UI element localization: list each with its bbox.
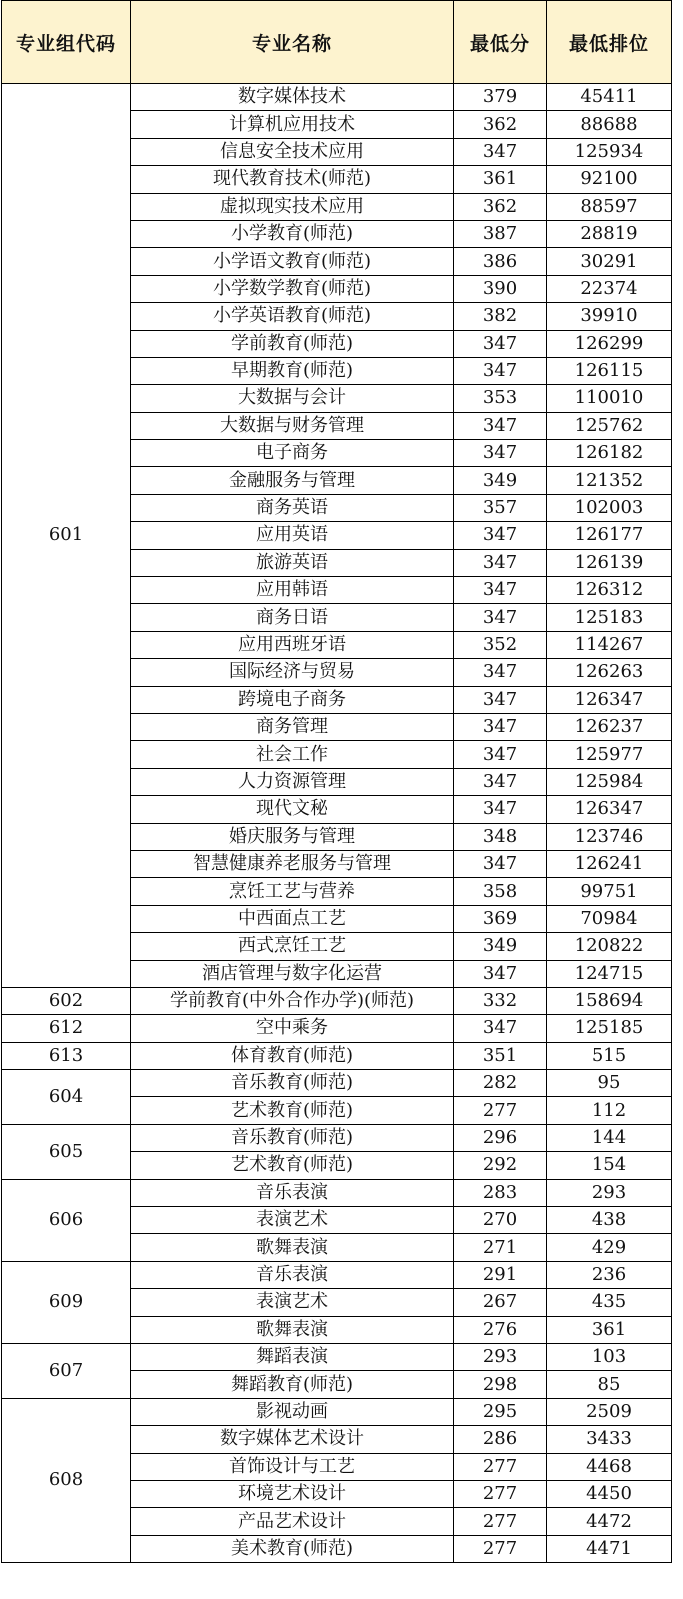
major-name-cell: 电子商务 bbox=[131, 440, 454, 467]
major-name-cell: 音乐教育(师范) bbox=[131, 1070, 454, 1097]
table-row bbox=[2, 1015, 672, 1042]
min-score-cell: 347 bbox=[454, 960, 547, 987]
major-name-cell: 应用西班牙语 bbox=[131, 631, 454, 658]
major-name-cell: 小学数学教育(师范) bbox=[131, 275, 454, 302]
min-score-cell: 276 bbox=[454, 1316, 547, 1343]
min-rank-cell: 4471 bbox=[547, 1535, 672, 1562]
min-rank-cell: 95 bbox=[547, 1070, 672, 1097]
min-score-cell: 347 bbox=[454, 768, 547, 795]
major-name-cell: 人力资源管理 bbox=[131, 768, 454, 795]
table-row bbox=[2, 1343, 672, 1370]
table-row bbox=[2, 1398, 672, 1425]
min-rank-cell: 2509 bbox=[547, 1398, 672, 1425]
major-name-cell: 艺术教育(师范) bbox=[131, 1097, 454, 1124]
major-name-cell: 学前教育(师范) bbox=[131, 330, 454, 357]
min-rank-cell: 121352 bbox=[547, 467, 672, 494]
major-name-cell: 商务日语 bbox=[131, 604, 454, 631]
min-rank-cell: 125934 bbox=[547, 138, 672, 165]
min-rank-cell: 293 bbox=[547, 1179, 672, 1206]
min-rank-cell: 30291 bbox=[547, 248, 672, 275]
major-name-cell: 大数据与财务管理 bbox=[131, 412, 454, 439]
min-score-cell: 271 bbox=[454, 1234, 547, 1261]
min-score-cell: 347 bbox=[454, 850, 547, 877]
min-rank-cell: 110010 bbox=[547, 385, 672, 412]
min-score-cell: 362 bbox=[454, 111, 547, 138]
min-rank-cell: 120822 bbox=[547, 933, 672, 960]
min-score-cell: 349 bbox=[454, 467, 547, 494]
min-rank-cell: 4468 bbox=[547, 1453, 672, 1480]
min-rank-cell: 39910 bbox=[547, 303, 672, 330]
group-code-cell: 606 bbox=[2, 1179, 131, 1261]
min-score-cell: 347 bbox=[454, 440, 547, 467]
min-score-cell: 270 bbox=[454, 1207, 547, 1234]
header-major-name: 专业名称 bbox=[131, 1, 454, 84]
min-rank-cell: 126347 bbox=[547, 686, 672, 713]
min-score-cell: 347 bbox=[454, 357, 547, 384]
major-name-cell: 舞蹈教育(师范) bbox=[131, 1371, 454, 1398]
min-score-cell: 286 bbox=[454, 1426, 547, 1453]
table-row bbox=[2, 1124, 672, 1151]
min-score-cell: 347 bbox=[454, 138, 547, 165]
min-score-cell: 347 bbox=[454, 713, 547, 740]
min-rank-cell: 85 bbox=[547, 1371, 672, 1398]
group-code-cell: 607 bbox=[2, 1343, 131, 1398]
major-name-cell: 婚庆服务与管理 bbox=[131, 823, 454, 850]
min-score-cell: 347 bbox=[454, 604, 547, 631]
major-name-cell: 空中乘务 bbox=[131, 1015, 454, 1042]
min-rank-cell: 126241 bbox=[547, 850, 672, 877]
major-name-cell: 信息安全技术应用 bbox=[131, 138, 454, 165]
major-name-cell: 环境艺术设计 bbox=[131, 1480, 454, 1507]
min-rank-cell: 236 bbox=[547, 1261, 672, 1288]
major-name-cell: 学前教育(中外合作办学)(师范) bbox=[131, 987, 454, 1014]
major-name-cell: 体育教育(师范) bbox=[131, 1042, 454, 1069]
min-rank-cell: 125185 bbox=[547, 1015, 672, 1042]
min-score-cell: 387 bbox=[454, 220, 547, 247]
score-table bbox=[1, 0, 672, 1563]
major-name-cell: 艺术教育(师范) bbox=[131, 1152, 454, 1179]
table-row bbox=[2, 1042, 672, 1069]
major-name-cell: 音乐教育(师范) bbox=[131, 1124, 454, 1151]
min-rank-cell: 4450 bbox=[547, 1480, 672, 1507]
min-rank-cell: 45411 bbox=[547, 84, 672, 111]
admission-score-table bbox=[1, 0, 671, 1563]
header-group-code: 专业组代码 bbox=[2, 1, 131, 84]
major-name-cell: 小学语文教育(师范) bbox=[131, 248, 454, 275]
group-code-cell: 608 bbox=[2, 1398, 131, 1562]
min-score-cell: 351 bbox=[454, 1042, 547, 1069]
major-name-cell: 应用韩语 bbox=[131, 577, 454, 604]
table-row bbox=[2, 1179, 672, 1206]
min-rank-cell: 126347 bbox=[547, 796, 672, 823]
major-name-cell: 现代教育技术(师范) bbox=[131, 166, 454, 193]
min-score-cell: 293 bbox=[454, 1343, 547, 1370]
table-body bbox=[2, 84, 672, 1563]
major-name-cell: 美术教育(师范) bbox=[131, 1535, 454, 1562]
major-name-cell: 商务英语 bbox=[131, 494, 454, 521]
major-name-cell: 舞蹈表演 bbox=[131, 1343, 454, 1370]
major-name-cell: 小学教育(师范) bbox=[131, 220, 454, 247]
min-score-cell: 347 bbox=[454, 1015, 547, 1042]
min-score-cell: 362 bbox=[454, 193, 547, 220]
min-score-cell: 282 bbox=[454, 1070, 547, 1097]
min-rank-cell: 429 bbox=[547, 1234, 672, 1261]
min-score-cell: 277 bbox=[454, 1535, 547, 1562]
min-score-cell: 277 bbox=[454, 1480, 547, 1507]
min-rank-cell: 125762 bbox=[547, 412, 672, 439]
min-score-cell: 352 bbox=[454, 631, 547, 658]
min-score-cell: 353 bbox=[454, 385, 547, 412]
major-name-cell: 计算机应用技术 bbox=[131, 111, 454, 138]
major-name-cell: 大数据与会计 bbox=[131, 385, 454, 412]
major-name-cell: 表演艺术 bbox=[131, 1289, 454, 1316]
min-rank-cell: 103 bbox=[547, 1343, 672, 1370]
min-score-cell: 347 bbox=[454, 412, 547, 439]
min-score-cell: 390 bbox=[454, 275, 547, 302]
major-name-cell: 早期教育(师范) bbox=[131, 357, 454, 384]
min-score-cell: 358 bbox=[454, 878, 547, 905]
min-rank-cell: 361 bbox=[547, 1316, 672, 1343]
min-score-cell: 295 bbox=[454, 1398, 547, 1425]
major-name-cell: 烹饪工艺与营养 bbox=[131, 878, 454, 905]
min-score-cell: 347 bbox=[454, 549, 547, 576]
major-name-cell: 跨境电子商务 bbox=[131, 686, 454, 713]
min-rank-cell: 126312 bbox=[547, 577, 672, 604]
min-score-cell: 347 bbox=[454, 330, 547, 357]
major-name-cell: 表演艺术 bbox=[131, 1207, 454, 1234]
min-rank-cell: 154 bbox=[547, 1152, 672, 1179]
min-rank-cell: 22374 bbox=[547, 275, 672, 302]
min-rank-cell: 92100 bbox=[547, 166, 672, 193]
min-score-cell: 347 bbox=[454, 577, 547, 604]
min-rank-cell: 438 bbox=[547, 1207, 672, 1234]
min-score-cell: 347 bbox=[454, 522, 547, 549]
major-name-cell: 小学英语教育(师范) bbox=[131, 303, 454, 330]
major-name-cell: 现代文秘 bbox=[131, 796, 454, 823]
header-min-rank: 最低排位 bbox=[547, 1, 672, 84]
min-rank-cell: 125183 bbox=[547, 604, 672, 631]
min-score-cell: 277 bbox=[454, 1508, 547, 1535]
table-row bbox=[2, 987, 672, 1014]
min-rank-cell: 126299 bbox=[547, 330, 672, 357]
min-rank-cell: 126182 bbox=[547, 440, 672, 467]
min-rank-cell: 99751 bbox=[547, 878, 672, 905]
major-name-cell: 旅游英语 bbox=[131, 549, 454, 576]
min-score-cell: 361 bbox=[454, 166, 547, 193]
min-score-cell: 386 bbox=[454, 248, 547, 275]
min-score-cell: 349 bbox=[454, 933, 547, 960]
min-rank-cell: 125977 bbox=[547, 741, 672, 768]
min-score-cell: 332 bbox=[454, 987, 547, 1014]
min-score-cell: 267 bbox=[454, 1289, 547, 1316]
min-rank-cell: 126139 bbox=[547, 549, 672, 576]
min-rank-cell: 125984 bbox=[547, 768, 672, 795]
min-score-cell: 347 bbox=[454, 659, 547, 686]
min-rank-cell: 126177 bbox=[547, 522, 672, 549]
min-score-cell: 277 bbox=[454, 1453, 547, 1480]
table-row bbox=[2, 1261, 672, 1288]
min-rank-cell: 435 bbox=[547, 1289, 672, 1316]
min-rank-cell: 123746 bbox=[547, 823, 672, 850]
table-row bbox=[2, 84, 672, 111]
min-score-cell: 379 bbox=[454, 84, 547, 111]
major-name-cell: 歌舞表演 bbox=[131, 1316, 454, 1343]
min-rank-cell: 88597 bbox=[547, 193, 672, 220]
major-name-cell: 虚拟现实技术应用 bbox=[131, 193, 454, 220]
major-name-cell: 应用英语 bbox=[131, 522, 454, 549]
min-score-cell: 347 bbox=[454, 741, 547, 768]
group-code-cell: 609 bbox=[2, 1261, 131, 1343]
min-rank-cell: 158694 bbox=[547, 987, 672, 1014]
min-score-cell: 347 bbox=[454, 686, 547, 713]
major-name-cell: 影视动画 bbox=[131, 1398, 454, 1425]
major-name-cell: 酒店管理与数字化运营 bbox=[131, 960, 454, 987]
group-code-cell: 604 bbox=[2, 1070, 131, 1125]
min-score-cell: 291 bbox=[454, 1261, 547, 1288]
min-rank-cell: 112 bbox=[547, 1097, 672, 1124]
group-code-cell: 613 bbox=[2, 1042, 131, 1069]
min-rank-cell: 102003 bbox=[547, 494, 672, 521]
group-code-cell: 602 bbox=[2, 987, 131, 1014]
min-score-cell: 369 bbox=[454, 905, 547, 932]
major-name-cell: 产品艺术设计 bbox=[131, 1508, 454, 1535]
major-name-cell: 数字媒体技术 bbox=[131, 84, 454, 111]
min-score-cell: 347 bbox=[454, 796, 547, 823]
major-name-cell: 社会工作 bbox=[131, 741, 454, 768]
header-min-score: 最低分 bbox=[454, 1, 547, 84]
major-name-cell: 智慧健康养老服务与管理 bbox=[131, 850, 454, 877]
min-score-cell: 292 bbox=[454, 1152, 547, 1179]
min-rank-cell: 3433 bbox=[547, 1426, 672, 1453]
group-code-cell: 612 bbox=[2, 1015, 131, 1042]
min-rank-cell: 4472 bbox=[547, 1508, 672, 1535]
table-row bbox=[2, 1070, 672, 1097]
major-name-cell: 西式烹饪工艺 bbox=[131, 933, 454, 960]
major-name-cell: 音乐表演 bbox=[131, 1261, 454, 1288]
min-rank-cell: 114267 bbox=[547, 631, 672, 658]
major-name-cell: 音乐表演 bbox=[131, 1179, 454, 1206]
min-score-cell: 348 bbox=[454, 823, 547, 850]
min-rank-cell: 126115 bbox=[547, 357, 672, 384]
min-rank-cell: 126237 bbox=[547, 713, 672, 740]
min-rank-cell: 126263 bbox=[547, 659, 672, 686]
major-name-cell: 商务管理 bbox=[131, 713, 454, 740]
min-score-cell: 382 bbox=[454, 303, 547, 330]
min-rank-cell: 144 bbox=[547, 1124, 672, 1151]
min-score-cell: 357 bbox=[454, 494, 547, 521]
group-code-cell: 605 bbox=[2, 1124, 131, 1179]
min-rank-cell: 515 bbox=[547, 1042, 672, 1069]
min-rank-cell: 88688 bbox=[547, 111, 672, 138]
major-name-cell: 中西面点工艺 bbox=[131, 905, 454, 932]
major-name-cell: 数字媒体艺术设计 bbox=[131, 1426, 454, 1453]
major-name-cell: 金融服务与管理 bbox=[131, 467, 454, 494]
table-header bbox=[2, 1, 672, 84]
group-code-cell: 601 bbox=[2, 84, 131, 988]
major-name-cell: 歌舞表演 bbox=[131, 1234, 454, 1261]
min-rank-cell: 70984 bbox=[547, 905, 672, 932]
min-score-cell: 283 bbox=[454, 1179, 547, 1206]
min-rank-cell: 124715 bbox=[547, 960, 672, 987]
min-rank-cell: 28819 bbox=[547, 220, 672, 247]
major-name-cell: 首饰设计与工艺 bbox=[131, 1453, 454, 1480]
min-score-cell: 277 bbox=[454, 1097, 547, 1124]
major-name-cell: 国际经济与贸易 bbox=[131, 659, 454, 686]
header-row bbox=[2, 1, 672, 84]
min-score-cell: 296 bbox=[454, 1124, 547, 1151]
min-score-cell: 298 bbox=[454, 1371, 547, 1398]
